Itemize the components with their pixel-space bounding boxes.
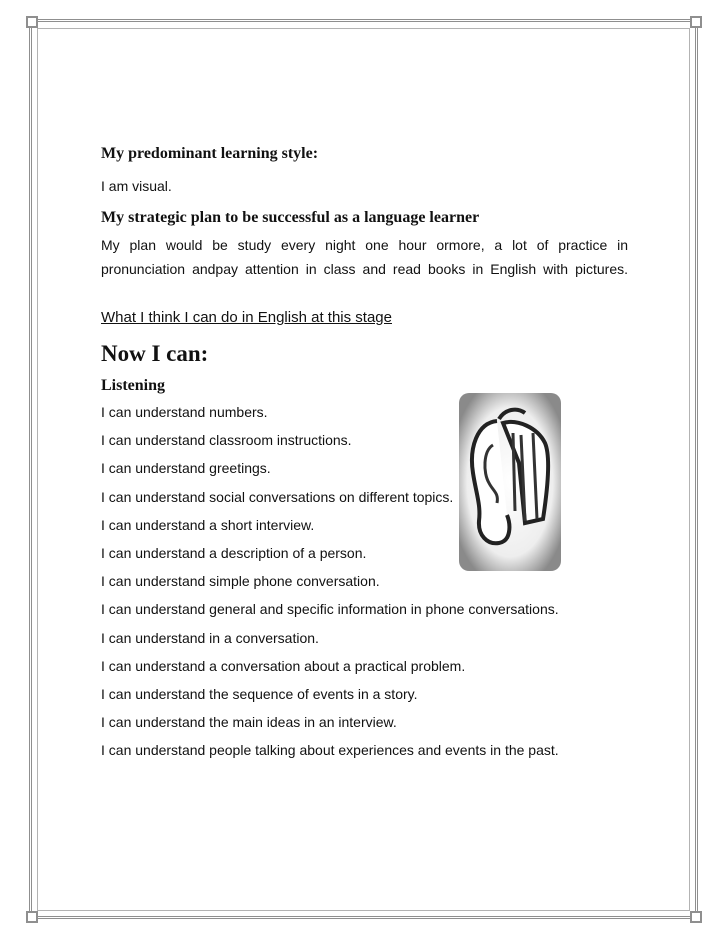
list-item: I can understand the main ideas in an interview. bbox=[101, 714, 397, 731]
list-item: I can understand general and specific information in phone conversations. bbox=[101, 601, 559, 618]
stage-heading: What I think I can do in English at this stage bbox=[101, 309, 392, 326]
list-item: I can understand greetings. bbox=[101, 460, 271, 477]
list-item: I can understand in a conversation. bbox=[101, 629, 319, 646]
list-item: I can understand numbers. bbox=[101, 404, 268, 420]
ear-listening-icon bbox=[459, 393, 561, 571]
plan-line-1: My plan would be study every night one hour ormore, a lot of practice in bbox=[101, 237, 628, 253]
now-i-can-heading: Now I can: bbox=[101, 341, 209, 366]
learning-style-text: I am visual. bbox=[101, 178, 172, 194]
list-item: I can understand a short interview. bbox=[101, 516, 315, 533]
border-corner-bottom-right bbox=[690, 911, 702, 923]
border-corner-top-left bbox=[26, 16, 38, 28]
list-item: I can understand people talking about experiences and events in the past. bbox=[101, 742, 559, 759]
learning-style-heading: My predominant learning style: bbox=[101, 145, 319, 162]
list-item: I can understand the sequence of events in a story. bbox=[101, 685, 418, 702]
list-item: I can understand a description of a person. bbox=[101, 544, 367, 561]
list-item: I can understand social conversations on different topics. bbox=[101, 488, 454, 505]
plan-paragraph bbox=[101, 233, 628, 281]
plan-heading: My strategic plan to be successful as a language learner bbox=[101, 209, 480, 226]
list-item: I can understand simple phone conversation. bbox=[101, 573, 380, 590]
border-corner-top-right bbox=[690, 16, 702, 28]
plan-line-2: pronunciation andpay attention in class and read books in English with pictures. bbox=[101, 261, 628, 277]
listening-heading: Listening bbox=[101, 377, 166, 394]
list-item: I can understand classroom instructions. bbox=[101, 432, 352, 449]
border-corner-bottom-left bbox=[26, 911, 38, 923]
list-item: I can understand a conversation about a practical problem. bbox=[101, 657, 466, 674]
